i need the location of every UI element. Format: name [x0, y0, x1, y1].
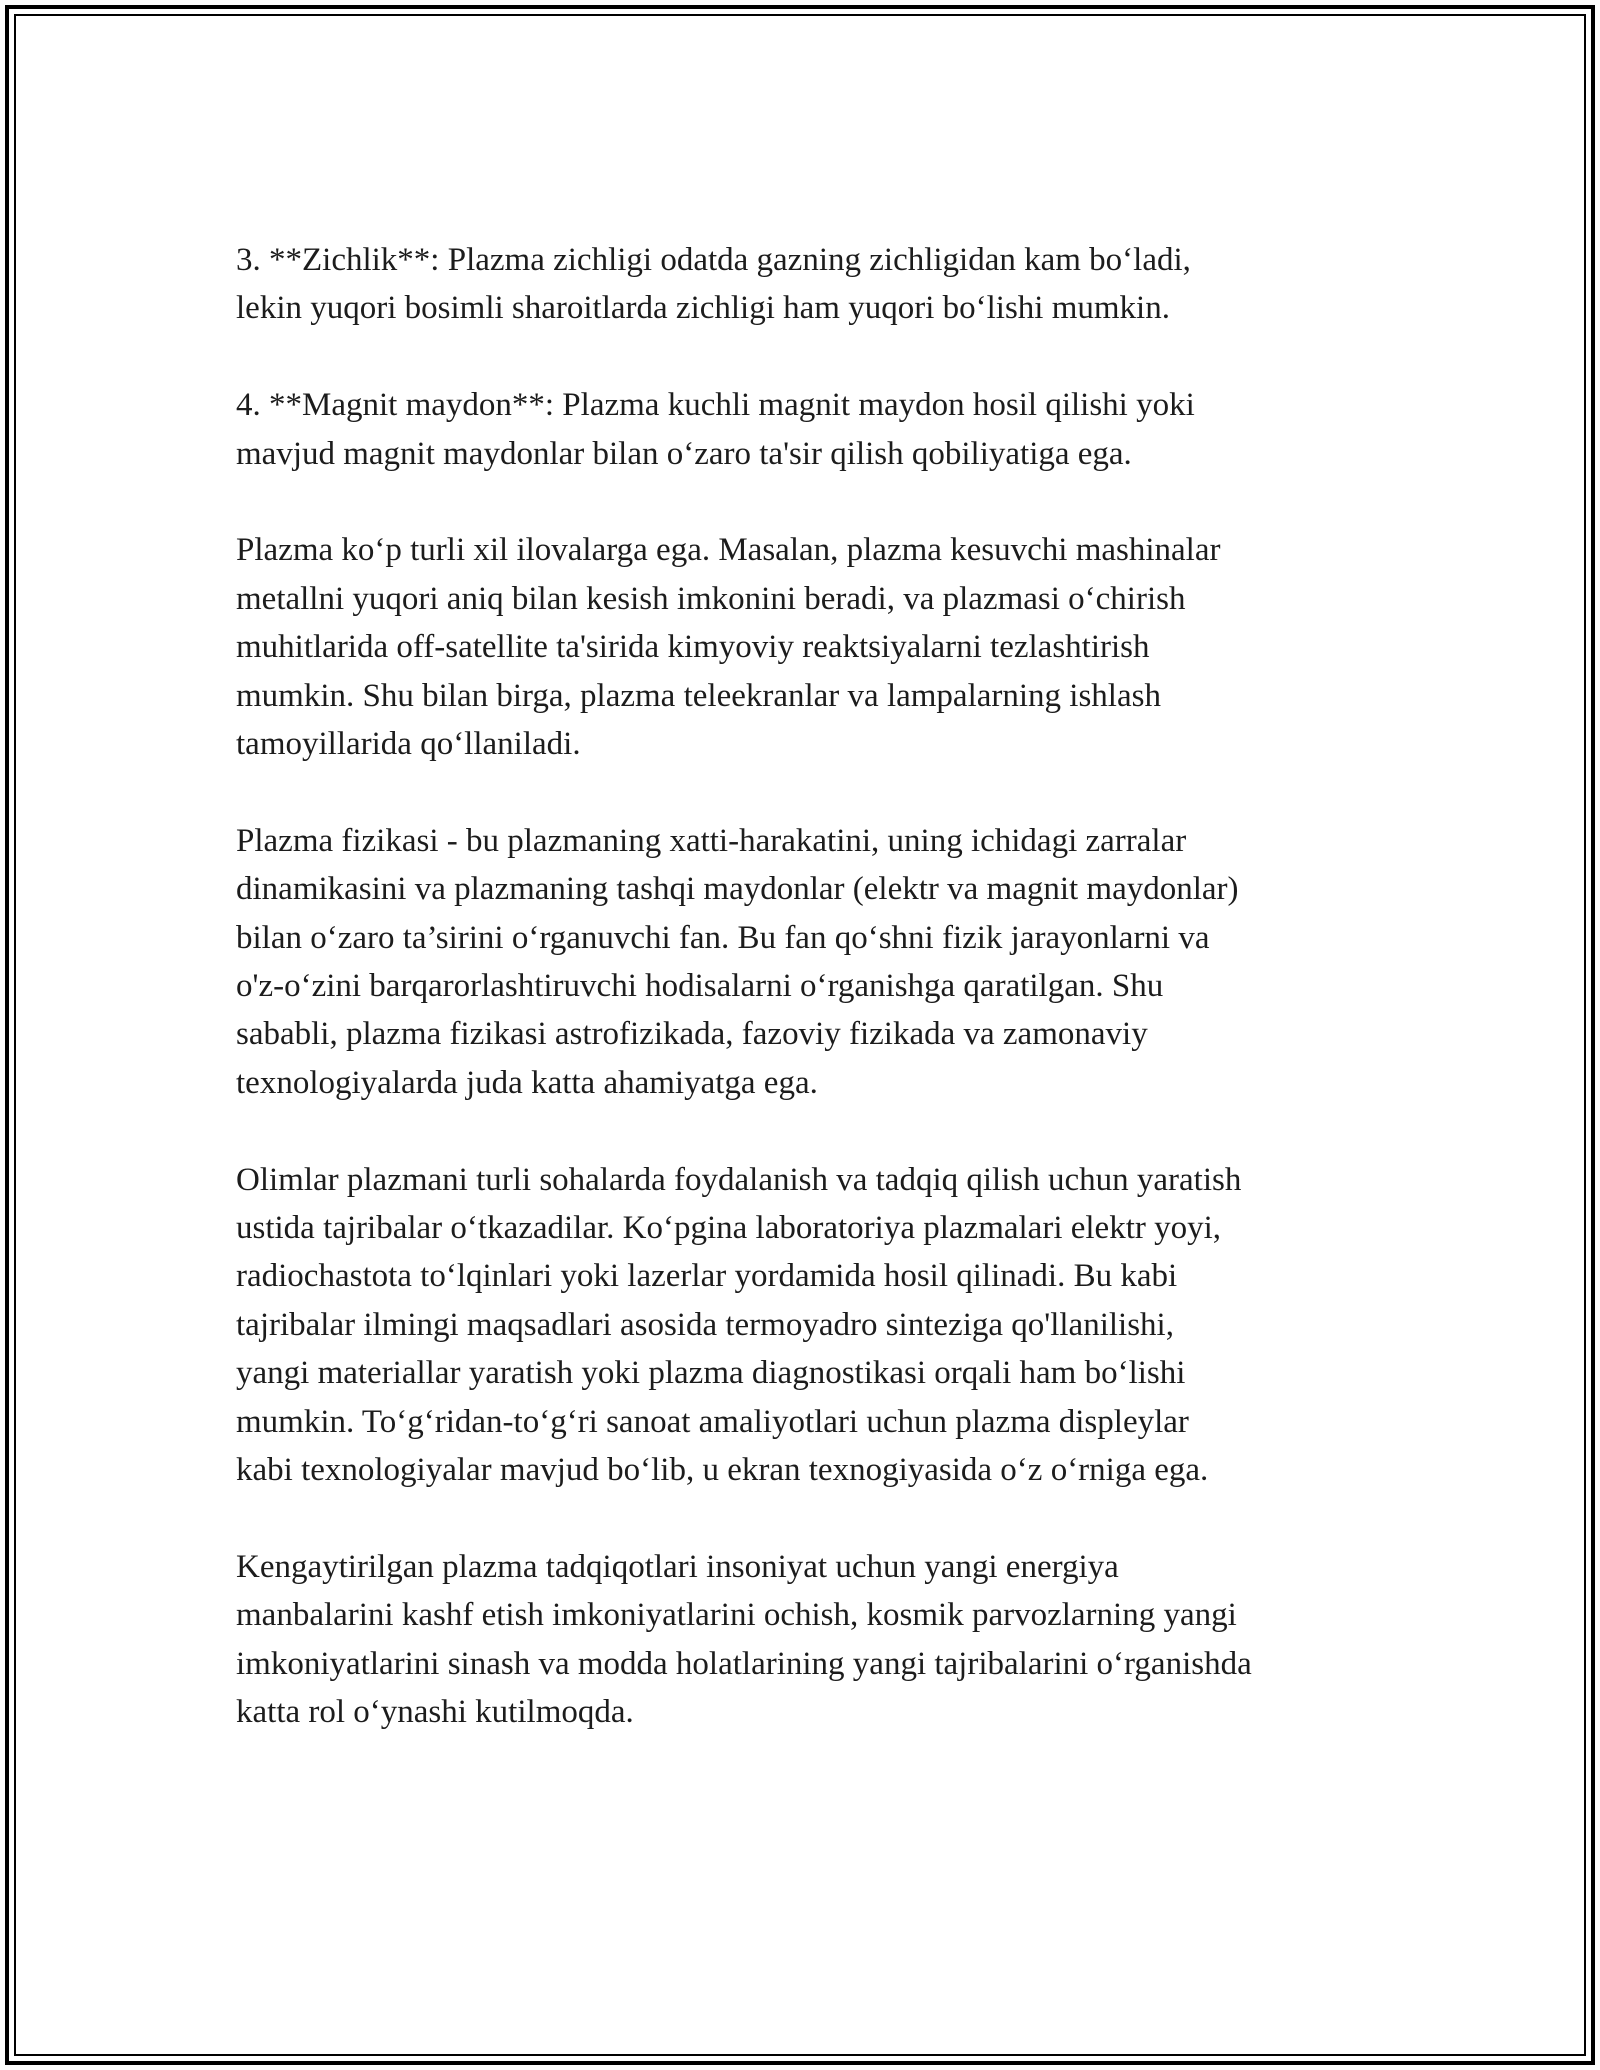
paragraph-applications [236, 526, 1366, 768]
text-line: kabi texnologiyalar mavjud bo‘lib, u ekran texnogiyasida o‘z o‘rniga ega. [236, 1452, 1209, 1489]
text-line: tajribalar ilmingi maqsadlari asosida termoyadro sinteziga qo'llanilishi, [236, 1306, 1174, 1343]
text-line: ustida tajribalar o‘tkazadilar. Ko‘pgina laboratoriya plazmalari elektr yoyi, [236, 1210, 1222, 1247]
text-line: Plazma ko‘p turli xil ilovalarga ega. Masalan, plazma kesuvchi mashinalar [236, 532, 1221, 569]
text-line: metallni yuqori aniq bilan kesish imkonini beradi, va plazmasi o‘chirish [236, 580, 1186, 617]
document-body [236, 236, 1366, 1785]
text-line: yangi materiallar yaratish yoki plazma diagnostikasi orqali ham bo‘lishi [236, 1355, 1186, 1392]
text-line: texnologiyalarda juda katta ahamiyatga ega. [236, 1064, 818, 1101]
paragraph-magnetic-field [236, 381, 1366, 478]
text-line: bilan o‘zaro ta’sirini o‘rganuvchi fan. Bu fan qo‘shni fizik jarayonlarni va [236, 919, 1210, 956]
text-line: 4. **Magnit maydon**: Plazma kuchli magnit maydon hosil qilishi yoki [236, 387, 1195, 424]
text-line: mumkin. Shu bilan birga, plazma teleekranlar va lampalarning ishlash [236, 677, 1161, 714]
paragraph-plasma-physics [236, 817, 1366, 1107]
paragraph-future-research [236, 1543, 1366, 1737]
text-line: radiochastota to‘lqinlari yoki lazerlar yordamida hosil qilinadi. Bu kabi [236, 1258, 1178, 1295]
text-line: Kengaytirilgan plazma tadqiqotlari insoniyat uchun yangi energiya [236, 1548, 1119, 1585]
paragraph-density [236, 236, 1366, 333]
text-line: dinamikasini va plazmaning tashqi maydonlar (elektr va magnit maydonlar) [236, 871, 1239, 908]
text-line: manbalarini kashf etish imkoniyatlarini ochish, kosmik parvozlarning yangi [236, 1597, 1237, 1634]
text-line: o'z-o‘zini barqarorlashtiruvchi hodisalarni o‘rganishga qaratilgan. Shu [236, 968, 1164, 1005]
text-line: imkoniyatlarini sinash va modda holatlarining yangi tajribalarini o‘rganishda [236, 1645, 1252, 1682]
text-line: tamoyillarida qo‘llaniladi. [236, 726, 581, 763]
text-line: mumkin. To‘g‘ridan-to‘g‘ri sanoat amaliyotlari uchun plazma displeylar [236, 1403, 1189, 1440]
text-line: mavjud magnit maydonlar bilan o‘zaro ta'sir qilish qobiliyatiga ega. [236, 435, 1132, 472]
text-line: muhitlarida off-satellite ta'sirida kimyoviy reaktsiyalarni tezlashtirish [236, 629, 1150, 666]
text-line: 3. **Zichlik**: Plazma zichligi odatda gazning zichligidan kam bo‘ladi, [236, 242, 1191, 278]
text-line: Olimlar plazmani turli sohalarda foydalanish va tadqiq qilish uchun yaratish [236, 1161, 1242, 1198]
text-line: katta rol o‘ynashi kutilmoqda. [236, 1694, 634, 1731]
text-line: lekin yuqori bosimli sharoitlarda zichligi ham yuqori bo‘lishi mumkin. [236, 290, 1170, 327]
text-line: sababli, plazma fizikasi astrofizikada, fazoviy fizikada va zamonaviy [236, 1016, 1148, 1053]
paragraph-experiments [236, 1156, 1366, 1495]
text-line: Plazma fizikasi - bu plazmaning xatti-harakatini, uning ichidagi zarralar [236, 822, 1187, 859]
